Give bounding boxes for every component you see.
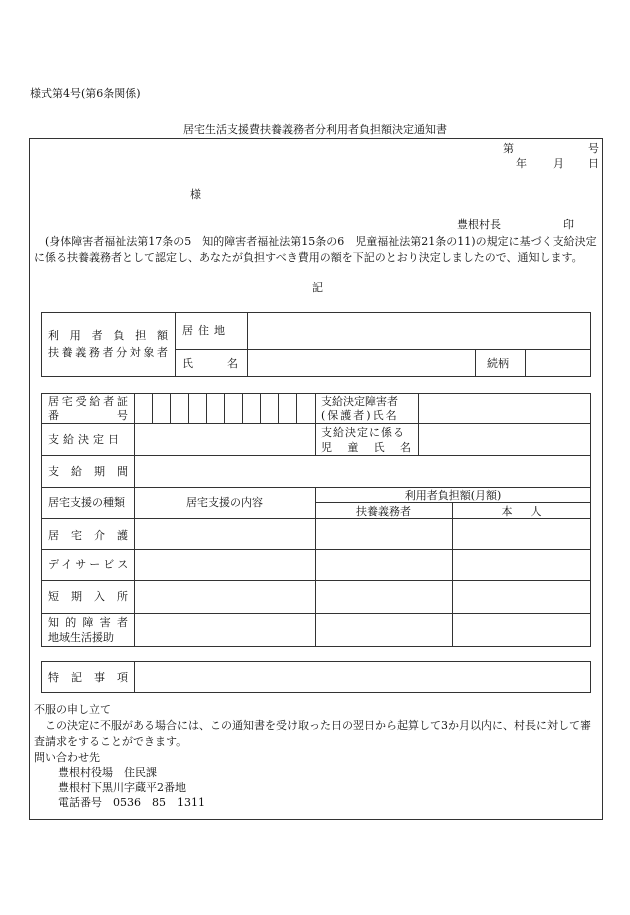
number-suffix: 号 — [588, 142, 599, 155]
burden-supporter-header: 扶養義務者 — [356, 505, 411, 518]
appeal-heading: 不服の申し立て — [34, 703, 111, 716]
month-label: 月 — [553, 157, 564, 170]
burden-self-header: 本人 — [501, 505, 560, 518]
cert-label-line1: 居 宅 受 給 者 証 — [48, 395, 128, 408]
appeal-text: この決定に不服がある場合には、この通知書を受け取った日の翌日から起算して3か月以内に、村長に対して審査請求をすることができます。 — [34, 719, 591, 748]
target-label-line2: 扶 養 義 務 者 分 対 象 者 — [48, 346, 168, 359]
main-table — [41, 393, 591, 647]
burden-header: 利用者負担額(月額) — [404, 489, 502, 502]
contact-address: 豊根村下黒川字蔵平2番地 — [58, 781, 186, 794]
row-home-care: 居 宅 介 護 — [48, 529, 128, 542]
decision-date-label: 支給決定日 — [48, 433, 123, 446]
address-label: 居住地 — [182, 324, 230, 337]
issuer: 豊根村長 — [457, 218, 501, 231]
child-label-line2: 児 童 氏 名 — [321, 441, 411, 454]
period-label: 支 給 期 間 — [48, 465, 128, 478]
day-label: 日 — [588, 157, 599, 170]
child-label-line1: 支給決定に係る — [321, 426, 405, 439]
target-label-line1: 利 用 者 負 担 額 — [48, 329, 168, 342]
contact-phone: 電話番号 0536 85 1311 — [58, 796, 205, 809]
honorific: 様 — [190, 188, 201, 201]
decision-person-line2: (保護者)氏名 — [321, 409, 399, 422]
body-text: (身体障害者福祉法第17条の5 知的障害者福祉法第15条の6 児童福祉法第21条の11)の規定に基づく支給決定に係る扶養義務者として認定し、あなたが負担すべき費用の額を下記のとおり決定しましたので、通知します。 — [34, 235, 597, 264]
document-title: 居宅生活支援費扶養義務者分利用者負担額決定通知書 — [183, 123, 447, 136]
decision-person-line1: 支給決定障害者 — [321, 395, 398, 408]
name-label: 氏名 — [182, 357, 238, 370]
form-number: 様式第4号(第6条関係) — [30, 87, 141, 100]
seal-mark: 印 — [563, 218, 574, 231]
row-short-stay: 短 期 入 所 — [48, 590, 128, 603]
service-type-header: 居宅支援の種類 — [48, 496, 125, 509]
special-notes-label: 特 記 事 項 — [48, 671, 128, 684]
contact-office: 豊根村役場 住民課 — [58, 766, 157, 779]
contact-heading: 問い合わせ先 — [34, 751, 100, 764]
row-day-service: デイサービス — [48, 558, 132, 571]
ki-label: 記 — [312, 281, 323, 294]
row-intellectual-line1: 知 的 障 害 者 — [48, 616, 128, 629]
row-intellectual-line2: 地域生活援助 — [48, 631, 114, 644]
year-label: 年 — [516, 157, 527, 170]
service-content-header: 居宅支援の内容 — [186, 496, 263, 509]
number-prefix: 第 — [503, 142, 514, 155]
cert-label-line2: 番 号 — [48, 409, 128, 422]
relation-label: 続柄 — [487, 357, 509, 370]
